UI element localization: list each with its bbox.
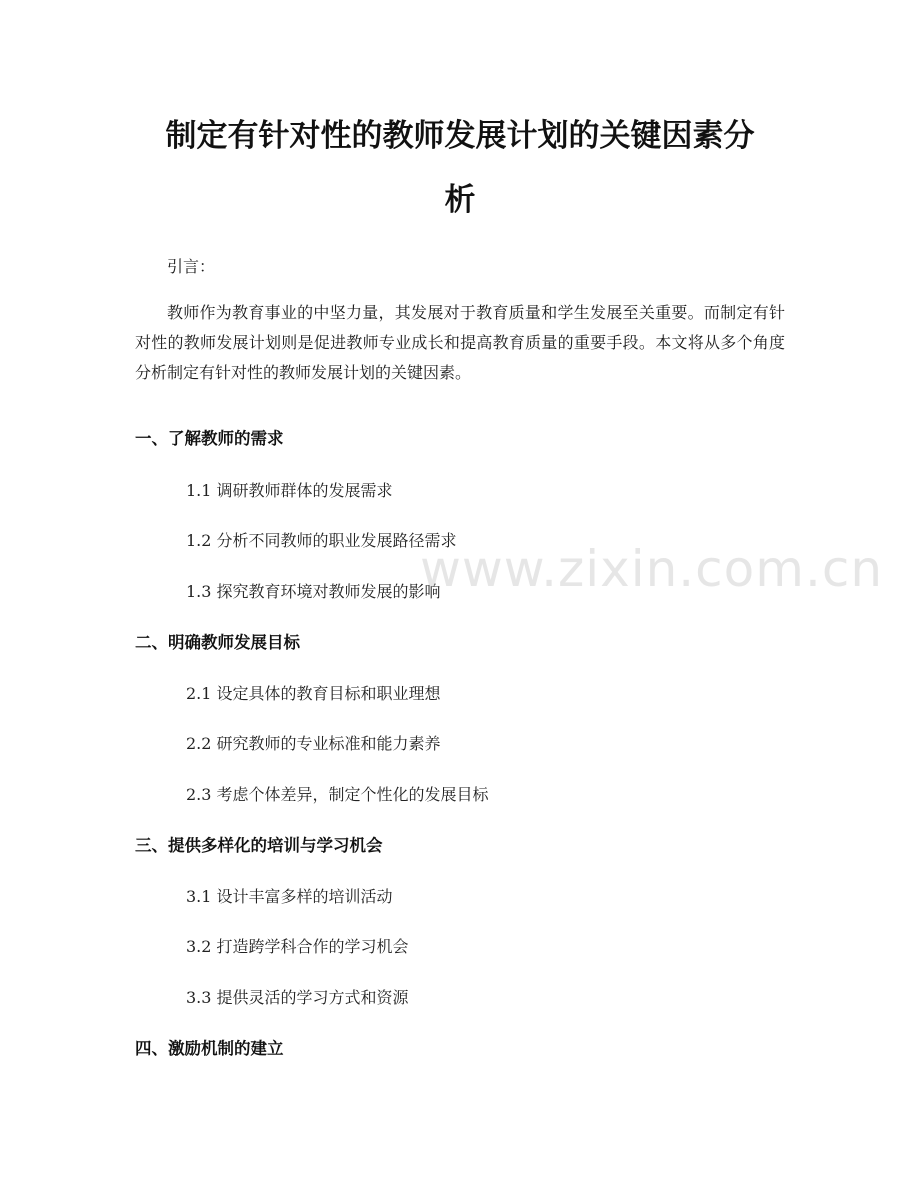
section-1-item-3: 1.3 探究教育环境对教师发展的影响 [186,582,441,601]
section-3-item-3: 3.3 提供灵活的学习方式和资源 [186,988,409,1007]
section-heading-2: 二、明确教师发展目标 [135,633,300,652]
section-heading-1: 一、了解教师的需求 [135,429,284,448]
document-title-line-1: 制定有针对性的教师发展计划的关键因素分 [165,118,755,154]
watermark: www.zixin.com.cn [420,540,884,598]
document-title-line-2: 析 [444,182,476,218]
section-3-item-1: 3.1 设计丰富多样的培训活动 [186,887,393,906]
section-heading-3: 三、提供多样化的培训与学习机会 [135,836,383,855]
intro-paragraph: 教师作为教育事业的中坚力量，其发展对于教育质量和学生发展至关重要。而制定有针对性的教师发展计划则是促进教师专业成长和提高教育质量的重要手段。本文将从多个角度分析制定有针对性的教师发展计划的关键因素。 [135,303,785,382]
section-1-item-2: 1.2 分析不同教师的职业发展路径需求 [186,531,457,550]
section-3-item-2: 3.2 打造跨学科合作的学习机会 [186,937,409,956]
section-2-item-3: 2.3 考虑个体差异，制定个性化的发展目标 [186,785,489,804]
section-2-item-2: 2.2 研究教师的专业标准和能力素养 [186,734,441,753]
section-2-item-1: 2.1 设定具体的教育目标和职业理想 [186,684,441,703]
intro-label: 引言： [167,257,216,276]
section-1-item-1: 1.1 调研教师群体的发展需求 [186,481,393,500]
section-heading-4: 四、激励机制的建立 [135,1039,284,1058]
